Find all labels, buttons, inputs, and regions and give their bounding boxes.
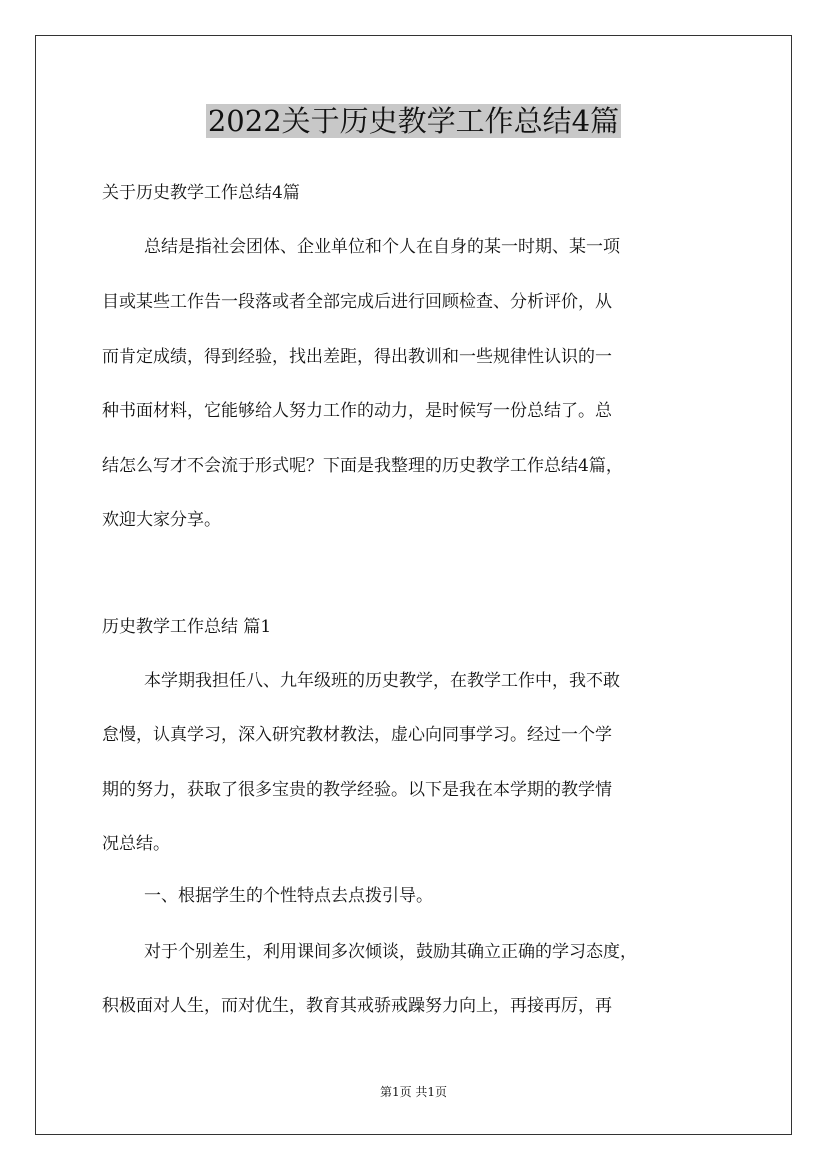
document-title-text: 2022关于历史教学工作总结4篇	[207, 104, 620, 138]
document-title	[0, 101, 827, 141]
point-line: 对于个别差生，利用课间多次倾谈，鼓励其确立正确的学习态度，	[144, 942, 637, 962]
point-line: 积极面对人生，而对优生，教育其戒骄戒躁努力向上，再接再厉，再	[102, 996, 612, 1016]
intro-line: 种书面材料，它能够给人努力工作的动力，是时候写一份总结了。总	[102, 401, 612, 421]
section-heading: 历史教学工作总结 篇1	[102, 617, 272, 637]
intro-line: 结怎么写才不会流于形式呢？下面是我整理的历史教学工作总结4篇，	[102, 456, 623, 476]
intro-line: 目或某些工作告一段落或者全部完成后进行回顾检查、分析评价，从	[102, 292, 612, 312]
document-subtitle: 关于历史教学工作总结4篇	[102, 183, 300, 203]
intro-line: 欢迎大家分享。	[102, 510, 221, 530]
intro-line: 总结是指社会团体、企业单位和个人在自身的某一时期、某一项	[144, 237, 620, 257]
section-line: 况总结。	[102, 834, 170, 854]
intro-line: 而肯定成绩，得到经验，找出差距，得出教训和一些规律性认识的一	[102, 347, 612, 367]
page-number-footer: 第1页 共1页	[379, 1085, 448, 1099]
section-line: 期的努力，获取了很多宝贵的教学经验。以下是我在本学期的教学情	[102, 780, 612, 800]
section-line: 本学期我担任八、九年级班的历史教学，在教学工作中，我不敢	[144, 671, 620, 691]
section-line: 怠慢，认真学习，深入研究教材教法，虚心向同事学习。经过一个学	[102, 725, 612, 745]
point-heading: 一、根据学生的个性特点去点拨引导。	[144, 886, 433, 906]
